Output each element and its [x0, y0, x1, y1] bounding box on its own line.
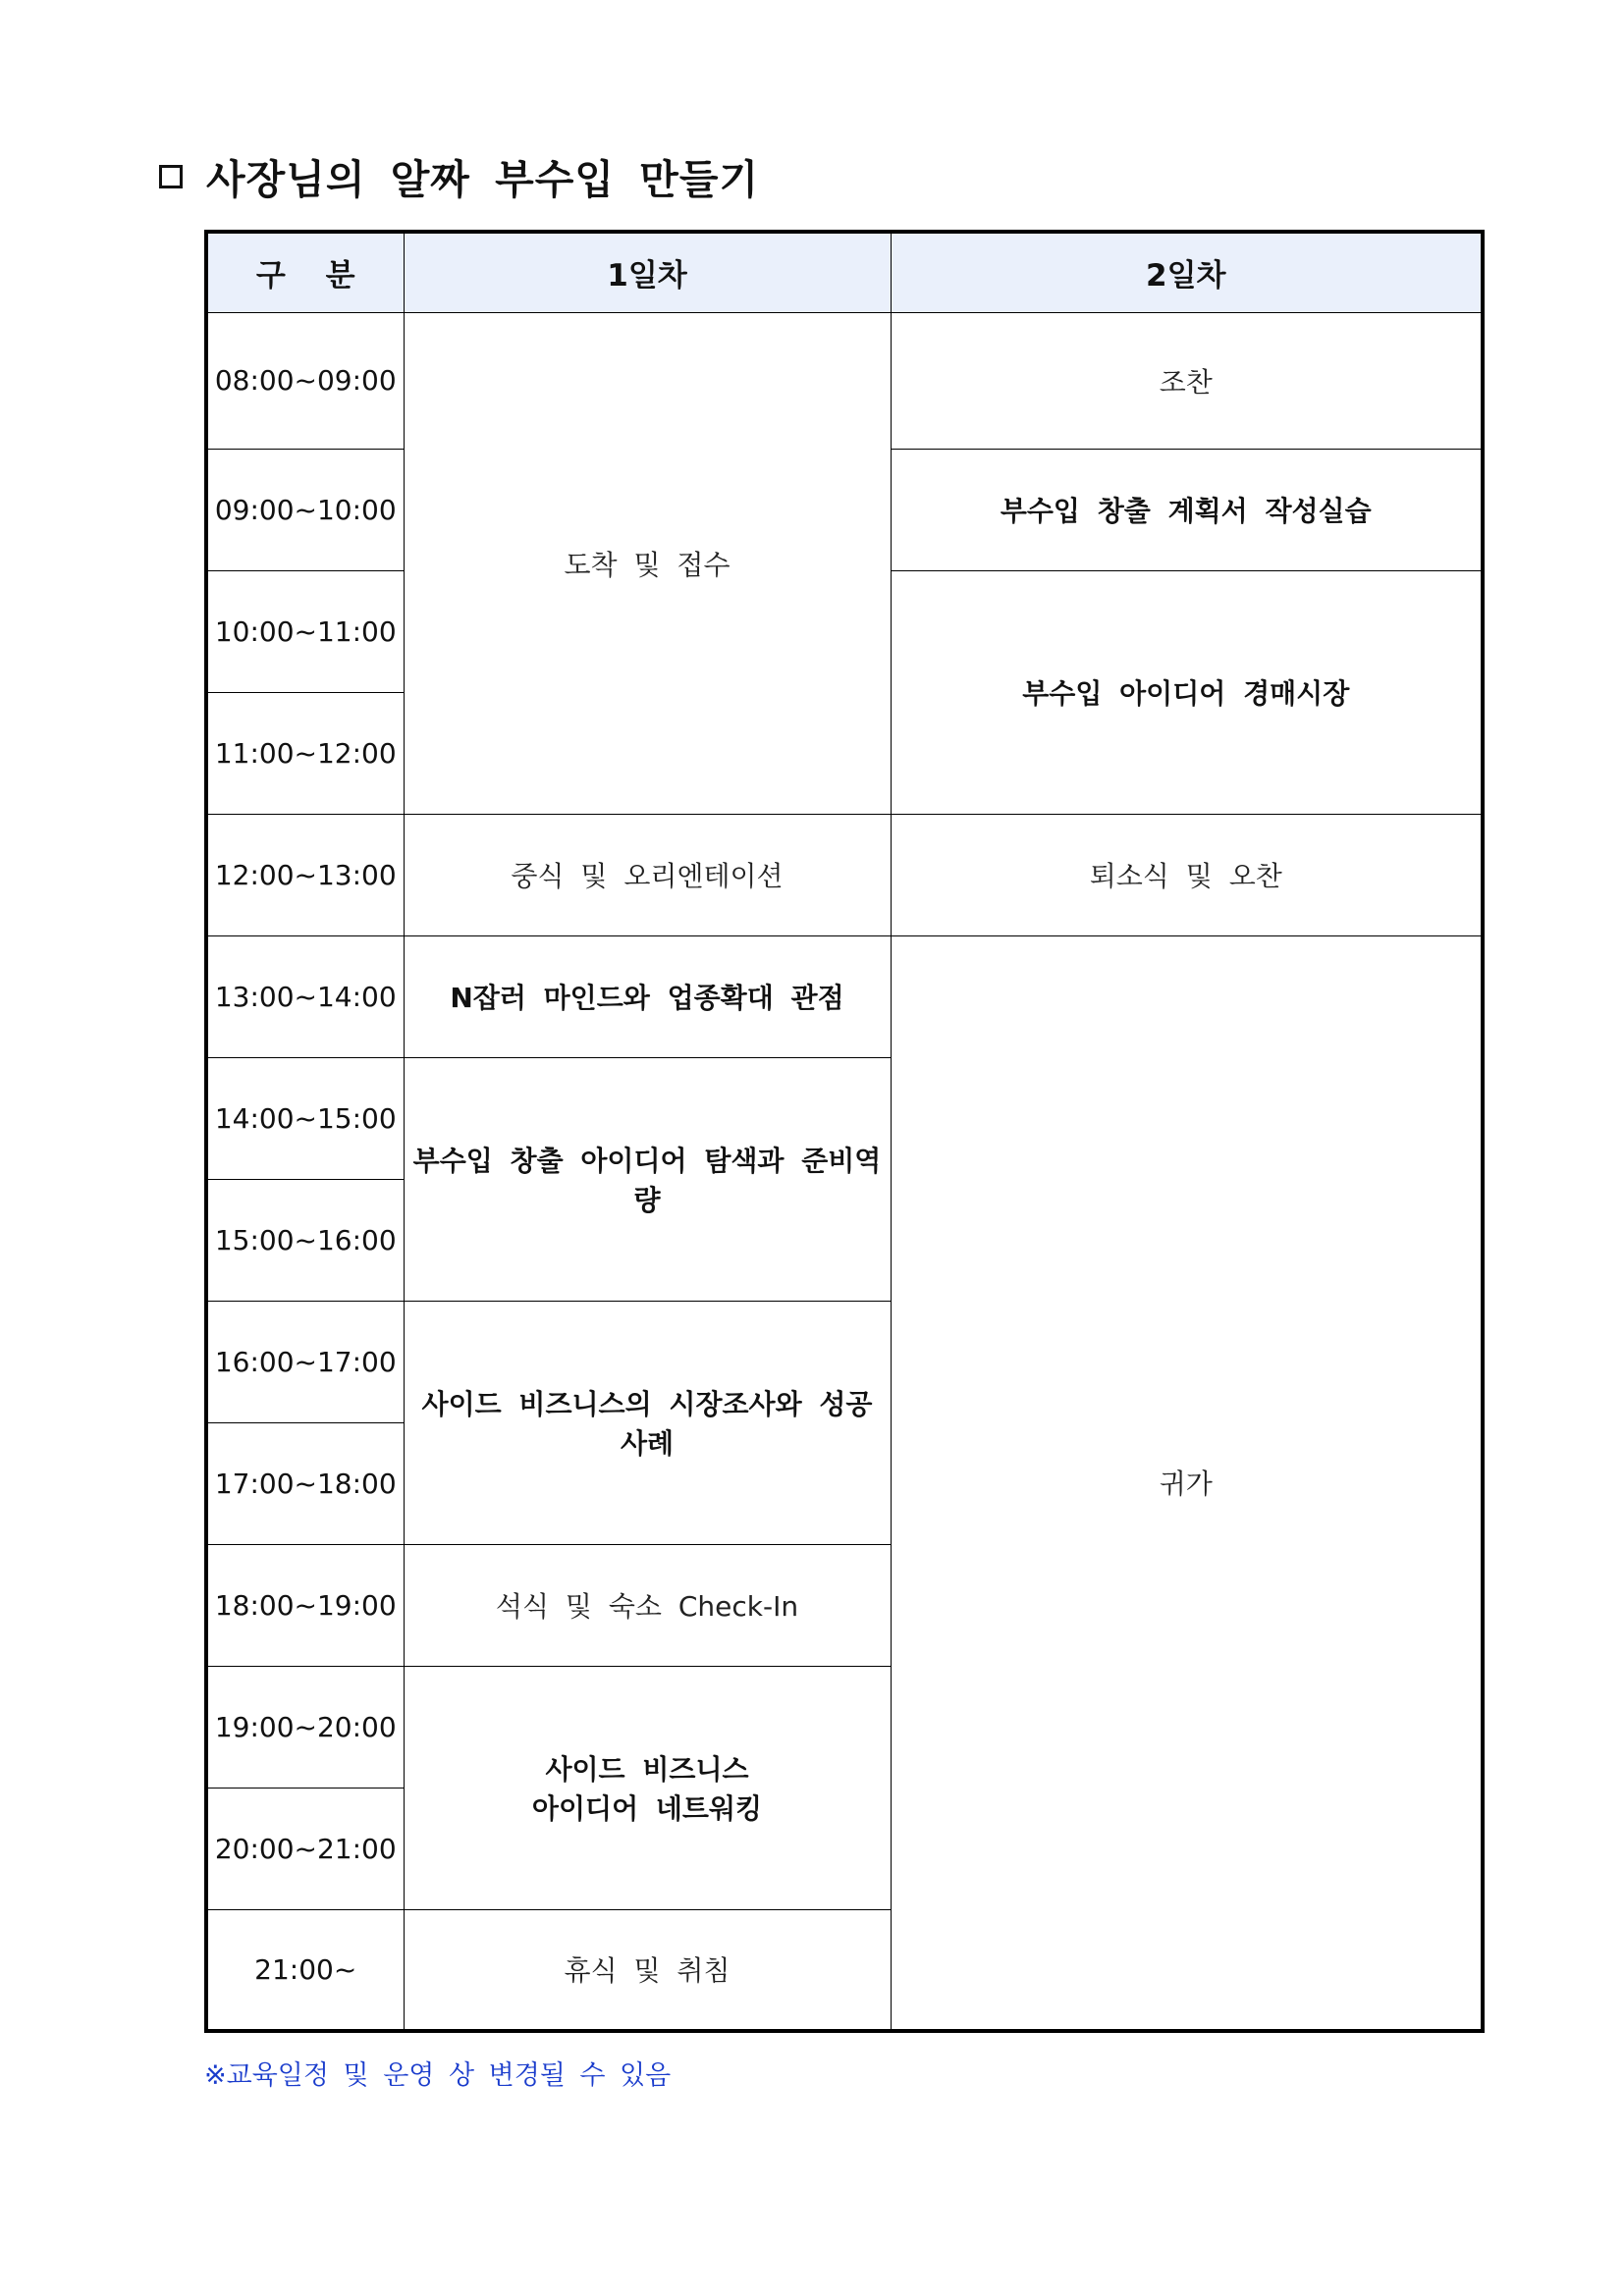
page-title [159, 147, 759, 205]
day2-plan-practice: 부수입 창출 계획서 작성실습 [891, 449, 1483, 570]
time-cell: 11:00~12:00 [206, 692, 404, 814]
schedule-table [204, 230, 1485, 2033]
networking-line-2: 아이디어 네트워킹 [531, 1792, 763, 1825]
day1-side-business-research: 사이드 비즈니스의 시장조사와 성공사례 [404, 1301, 891, 1544]
networking-line-1: 사이드 비즈니스 [545, 1753, 749, 1786]
time-cell: 15:00~16:00 [206, 1179, 404, 1301]
time-cell: 16:00~17:00 [206, 1301, 404, 1422]
day2-closing-lunch: 퇴소식 및 오찬 [891, 814, 1483, 935]
table-row [206, 312, 1483, 449]
table-row [206, 935, 1483, 1057]
day2-return: 귀가 [891, 935, 1483, 2031]
time-cell: 12:00~13:00 [206, 814, 404, 935]
time-cell: 18:00~19:00 [206, 1544, 404, 1666]
time-cell: 14:00~15:00 [206, 1057, 404, 1179]
time-cell: 13:00~14:00 [206, 935, 404, 1057]
time-cell: 17:00~18:00 [206, 1422, 404, 1544]
time-cell: 21:00~ [206, 1909, 404, 2031]
checkbox-square-icon [159, 165, 183, 188]
table-row [206, 814, 1483, 935]
time-cell: 08:00~09:00 [206, 312, 404, 449]
time-cell: 19:00~20:00 [206, 1666, 404, 1788]
time-cell: 10:00~11:00 [206, 570, 404, 692]
day1-rest: 휴식 및 취침 [404, 1909, 891, 2031]
day1-n-jobber: N잡러 마인드와 업종확대 관점 [404, 935, 891, 1057]
header-gubun: 구 분 [206, 232, 404, 312]
day2-idea-market: 부수입 아이디어 경매시장 [891, 570, 1483, 814]
day1-dinner-checkin: 석식 및 숙소 Check-In [404, 1544, 891, 1666]
header-day2: 2일차 [891, 232, 1483, 312]
table-header-row [206, 232, 1483, 312]
day1-networking [404, 1666, 891, 1909]
schedule-change-note: ※교육일정 및 운영 상 변경될 수 있음 [204, 2060, 672, 2091]
day1-arrival: 도착 및 접수 [404, 312, 891, 814]
time-cell: 09:00~10:00 [206, 449, 404, 570]
day1-lunch-orientation: 중식 및 오리엔테이션 [404, 814, 891, 935]
day2-breakfast: 조찬 [891, 312, 1483, 449]
header-day1: 1일차 [404, 232, 891, 312]
day1-side-income-ideas: 부수입 창출 아이디어 탐색과 준비역량 [404, 1057, 891, 1301]
page-title-text: 사장님의 알짜 부수입 만들기 [206, 156, 760, 203]
time-cell: 20:00~21:00 [206, 1788, 404, 1909]
